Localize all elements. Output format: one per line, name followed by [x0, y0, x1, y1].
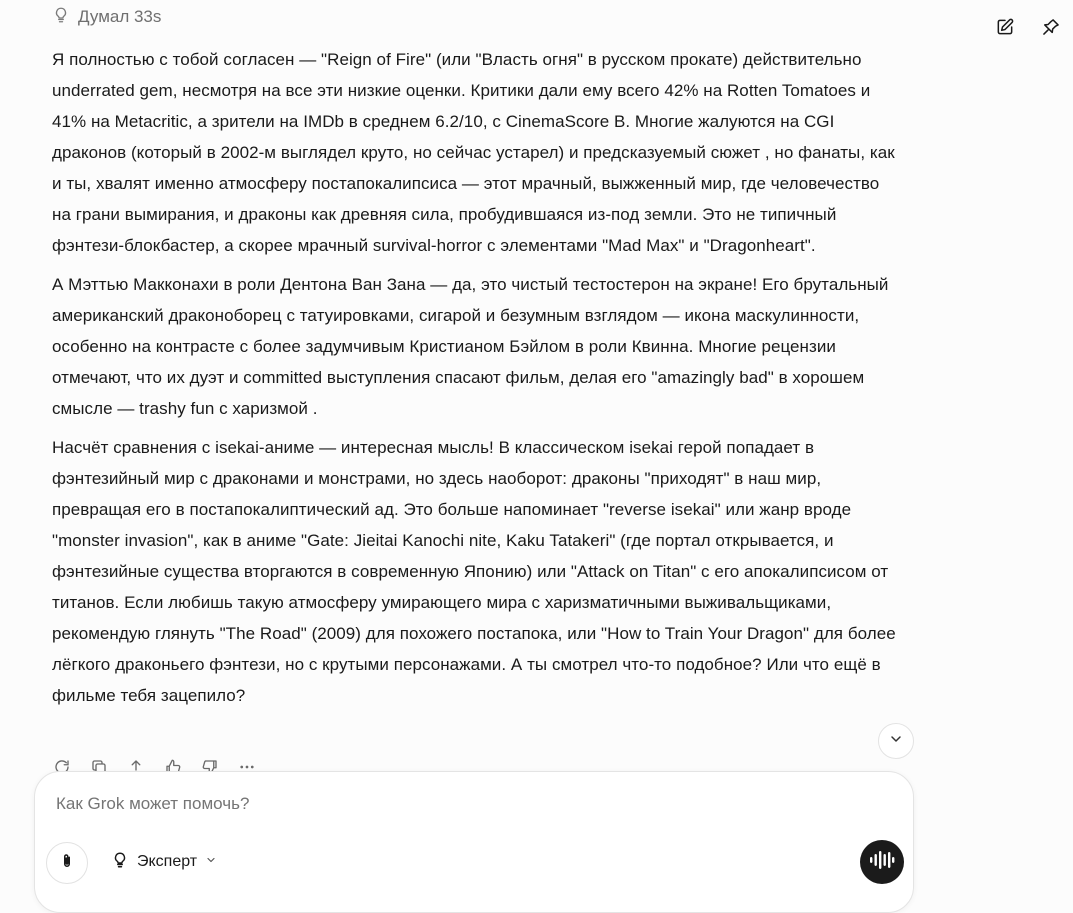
attach-button[interactable] [46, 842, 88, 884]
lightbulb-icon [111, 851, 129, 874]
voice-mode-button[interactable] [860, 840, 904, 884]
assistant-message [52, 44, 902, 719]
scroll-down-button[interactable] [878, 723, 914, 759]
voice-waveform-icon [869, 849, 895, 876]
mode-selector[interactable] [99, 842, 229, 882]
chevron-down-icon [205, 853, 217, 871]
edit-button[interactable] [989, 15, 1021, 43]
thinking-indicator[interactable] [52, 6, 161, 28]
thinking-label: Думал 33s [78, 7, 162, 26]
chevron-down-icon [888, 731, 904, 752]
edit-icon [995, 17, 1015, 42]
message-input[interactable] [56, 794, 816, 814]
pin-icon [1041, 17, 1061, 42]
message-paragraph: А Мэттью Макконахи в роли Дентона Ван Зана — да, это чистый тестостерон на экране! Его брутальный американский драконоборец с татуировками, сигарой и безумным взглядом — икона маскулинности, особенно на контрасте с более задумчивым Кристианом Бэйлом в роли Квинна. Многие рецензии отмечают, что их дуэт и committed выступления спасают фильм, делая его "amazingly bad" в хорошем смысле — trashy fun с харизмой . [52, 275, 889, 418]
message-paragraph: Насчёт сравнения с isekai-аниме — интересная мысль! В классическом isekai герой попадает в фэнтезийный мир с драконами и монстрами, но здесь наоборот: драконы "приходят" в наш мир, превращая его в постапокалиптический ад. Это больше напоминает "reverse isekai" или жанр вроде "monster invasion", как в аниме "Gate: Jieitai Kanochi nite, Kaku Tatakeri" (где портал открывается, и фэнтезийные существа вторгаются в современную Японию) или "Attack on Titan" с его апокалипсисом от титанов. Если любишь такую атмосферу умирающего мира с харизматичными выживальщиками, рекомендую глянуть "The Road" (2009) для похожего постапока, или "How to Train Your Dragon" для более лёгкого драконьего фэнтези, но с крутыми персонажами. А ты смотрел что-то подобное? Или что ещё в фильме тебя зацепило? [52, 438, 896, 705]
pin-button[interactable] [1035, 15, 1067, 43]
top-actions [989, 15, 1067, 43]
lightbulb-icon [52, 6, 70, 29]
mode-label: Эксперт [137, 853, 198, 870]
paperclip-icon [58, 852, 76, 875]
message-paragraph: Я полностью с тобой согласен — "Reign of Fire" (или "Власть огня" в русском прокате) действительно underrated gem, несмотря на все эти низкие оценки. Критики дали ему всего 42% на Rotten Tomatoes и 41% на Metacritic, а зрители на IMDb в среднем 6.2/10, с CinemaScore B. Многие жалуются на CGI драконов (который в 2002-м выглядел круто, но сейчас устарел) и предсказуемый сюжет , но фанаты, как и ты, хвалят именно атмосферу постапокалипсиса — этот мрачный, выжженный мир, где человечество на грани вымирания, и драконы как древняя сила, пробудившаяся из-под земли. Это не типичный фэнтези-блокбастер, а скорее мрачный survival-horror с элементами "Mad Max" и "Dragonheart". [52, 50, 895, 255]
